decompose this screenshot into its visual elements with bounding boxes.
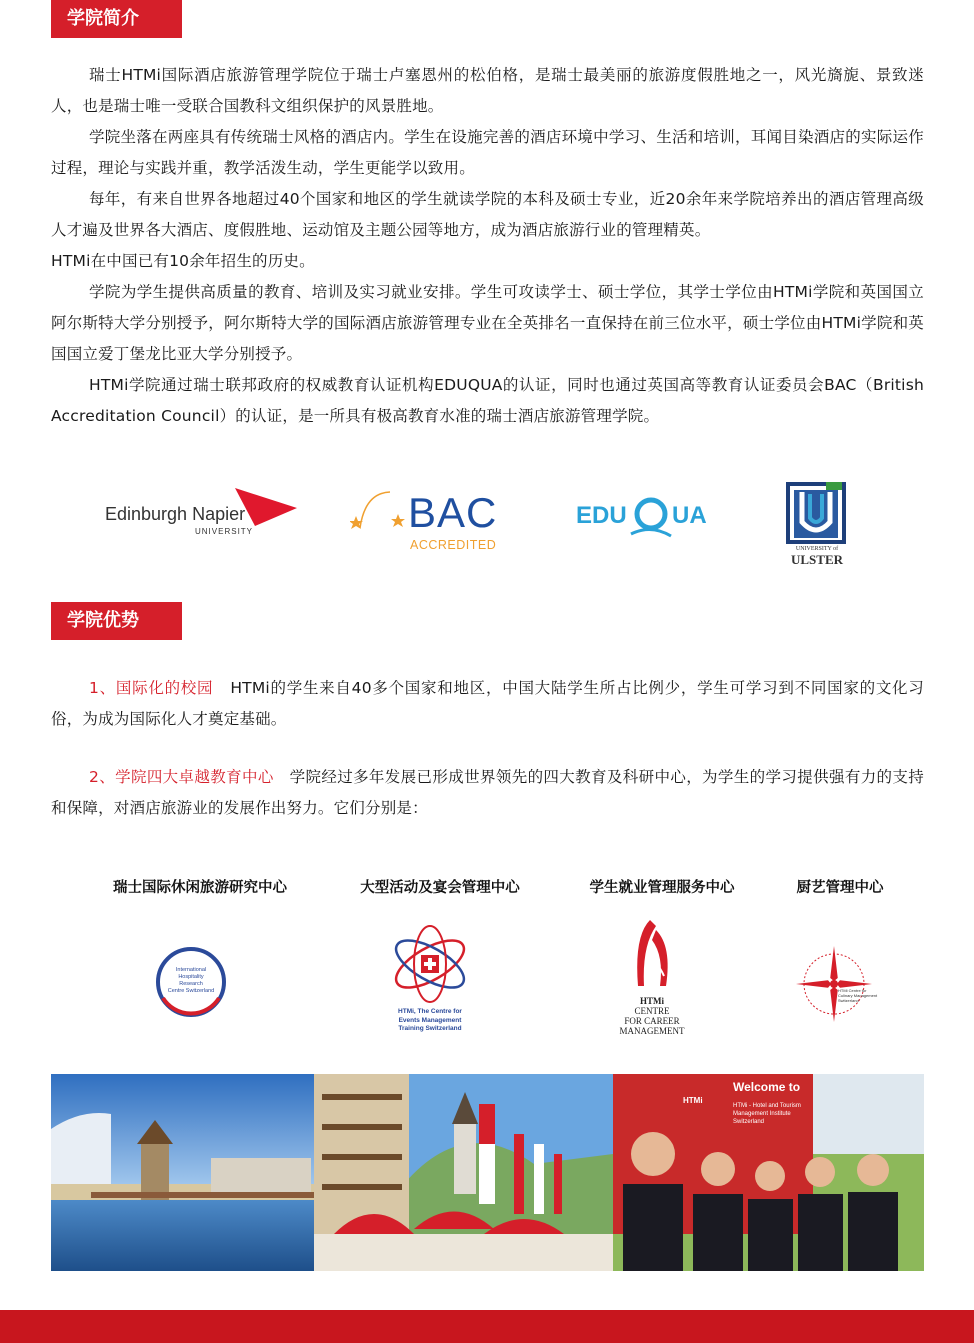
events-logo-line-3: Training Switzerland — [398, 1025, 462, 1032]
advantage-label-2: 2、学院四大卓越教育中心 — [89, 768, 274, 786]
research-logo-line-2: Hospitality Research — [178, 974, 204, 987]
research-logo-line-3: Centre Switzerland — [167, 988, 215, 994]
eduqua-left: EDU — [576, 502, 627, 529]
center-title-3: 学生就业管理服务中心 — [589, 879, 735, 896]
center-title-2: 大型活动及宴会管理中心 — [360, 879, 520, 896]
culinary-centre-logo — [792, 942, 876, 1026]
footer-bar — [0, 1310, 974, 1343]
advantage-text-1: HTMi的学生来自40多个国家和地区，中国大陆学生所占比例少，学生可学习到不同国家的文化习俗，为成为国际化人才奠定基础。 — [51, 679, 924, 728]
students-photo — [613, 1074, 924, 1271]
advantage-text-2: 学院经过多年发展已形成世界领先的四大教育及科研中心，为学生的学习提供强有力的支持和保障，对酒店旅游业的发展作出努力。它们分别是： — [51, 768, 924, 817]
intro-paragraph-2: 学院坐落在两座具有传统瑞士风格的酒店内。学生在设施完善的酒店环境中学习、生活和培训，耳闻目染酒店的实际运作过程，理论与实践并重，教学活泼生动，学生更能学以致用。 — [51, 128, 924, 177]
career-logo-line-4: MANAGEMENT — [619, 1026, 685, 1036]
events-logo-line-2: Events Management — [398, 1016, 462, 1024]
culinary-logo-line-1: HTMi Centre for — [838, 988, 867, 993]
intro-paragraph-5: 学院为学生提供高质量的教育、培训及实习就业安排。学生可攻读学士、硕士学位，其学士学位由HTMi学院和英国国立阿尔斯特大学分别授予，阿尔斯特大学的国际酒店旅游管理专业在全英排名一直保持在前三位水平，硕士学位由HTMi学院和英国国立爱丁堡龙比亚大学分别授予。 — [51, 283, 924, 363]
intro-paragraph-6: HTMi学院通过瑞士联邦政府的权威教育认证机构EDUQUA的认证，同时也通过英国高等教育认证委员会BAC（British Accreditation Council）的认证，是一所具有极高教育水准的瑞士酒店旅游管理学院。 — [51, 376, 924, 425]
ulster-line1: UNIVERSITY of — [795, 546, 839, 552]
career-logo-line-2: CENTRE — [634, 1006, 670, 1016]
bac-name: BAC — [408, 489, 498, 536]
ulster-logo — [784, 480, 850, 566]
career-centre-logo — [612, 916, 692, 1046]
events-centre-logo — [385, 922, 475, 1037]
intro-paragraph-4: HTMi在中国已有10余年招生的历史。 — [51, 252, 315, 270]
htmi-sign: HTMi — [683, 1096, 703, 1105]
campus-photo — [314, 1074, 613, 1271]
center-title-4: 厨艺管理中心 — [796, 879, 884, 896]
photo-strip — [51, 1074, 924, 1271]
section-heading-advantages: 学院优势 — [51, 602, 182, 640]
research-centre-logo — [155, 946, 227, 1018]
center-title-1: 瑞士国际休闲旅游研究中心 — [113, 879, 287, 896]
star-icon — [391, 514, 405, 527]
lucerne-photo — [51, 1074, 314, 1271]
eduqua-right: UA — [672, 502, 707, 529]
intro-paragraph-1: 瑞士HTMi国际酒店旅游管理学院位于瑞士卢塞恩州的松伯格，是瑞士最美丽的旅游度假胜地之一，风光旖旎、景致迷人，也是瑞士唯一受联合国教科文组织保护的风景胜地。 — [51, 66, 924, 115]
eduqua-logo — [576, 496, 716, 546]
career-logo-line-3: FOR CAREER — [624, 1016, 680, 1026]
bac-logo — [350, 488, 510, 558]
advantage-label-1: 1、国际化的校园 — [89, 679, 214, 697]
advantage-point-2 — [51, 762, 924, 824]
career-logo-line-1: HTMi — [640, 996, 664, 1006]
napier-name: Edinburgh Napier — [105, 504, 246, 524]
section-heading-intro: 学院简介 — [51, 0, 182, 38]
culinary-logo-line-2: Culinary Management — [838, 993, 878, 998]
banner-text: HTMi - Hotel and Tourism Management Institute Switzerland — [733, 1103, 801, 1125]
culinary-logo-line-3: Switzerland — [838, 998, 859, 1003]
advantage-point-1 — [51, 673, 924, 735]
research-logo-line-1: International — [175, 967, 207, 973]
intro-paragraph-3: 每年，有来自世界各地超过40个国家和地区的学生就读学院的本科及硕士专业，近20余年来学院培养出的酒店管理高级人才遍及世界各大酒店、度假胜地、运动馆及主题公园等地方，成为酒店旅游行业的管理精英。 — [51, 190, 924, 239]
welcome-text: Welcome to — [733, 1080, 801, 1094]
events-logo-line-1: HTMi, The Centre for — [398, 1008, 462, 1015]
ulster-line2: ULSTER — [790, 552, 844, 567]
napier-sub: UNIVERSITY — [195, 527, 254, 536]
bac-sub: ACCREDITED — [410, 538, 497, 552]
edinburgh-napier-logo — [105, 486, 300, 546]
